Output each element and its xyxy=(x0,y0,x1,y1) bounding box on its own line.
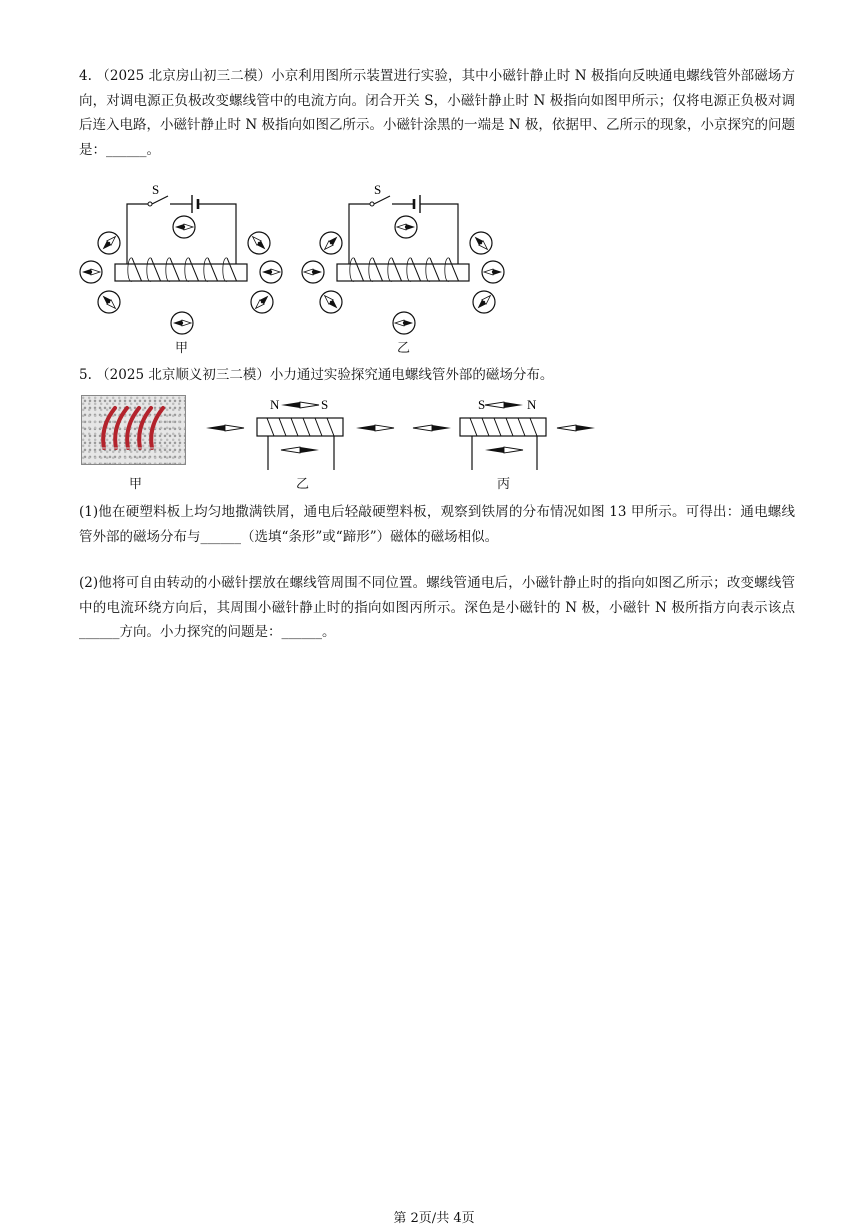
q5-compass-figure xyxy=(200,392,600,477)
caption-q5-bing: 丙 xyxy=(497,477,511,492)
question-5-part1: (1)他在硬塑料板上均匀地撒满铁屑，通电后轻敲硬塑料板，观察到铁屑的分布情况如图 13 甲所示。可得出：通电螺线管外部的磁场分布与______（选填“条形”或“蹄形”）磁体的磁场相似。 xyxy=(79,504,795,545)
q4-figure xyxy=(76,184,516,354)
iron-filings-photo xyxy=(81,395,186,465)
pole-yi-left: N xyxy=(270,397,280,412)
caption-q5-jia: 甲 xyxy=(129,477,143,492)
question-4-text: 4. （2025 北京房山初三二模）小京利用图所示装置进行实验，其中小磁针静止时 N 极指向反映通电螺线管外部磁场方向，对调电源正负极改变螺线管中的电流方向。闭合开关 S，小磁针静止时 N 极指向如图甲所示；仅将电源正负极对调后连入电路，小磁针静止时 N 极指向如图乙所示。小磁针涂黑的一端是 N 极，依据甲、乙所示的现象，小京探究的问题是：______。 xyxy=(79,68,795,158)
page-footer: 第 2页/共 4页 xyxy=(393,1211,475,1226)
solenoid-bing xyxy=(413,397,595,470)
caption-yi: 乙 xyxy=(397,341,411,356)
question-5-intro: 5. （2025 北京顺义初三二模）小力通过实验探究通电螺线管外部的磁场分布。 xyxy=(79,367,554,383)
circuit-jia xyxy=(80,184,282,334)
question-5-part2: (2)他将可自由转动的小磁针摆放在螺线管周围不同位置。螺线管通电后，小磁针静止时的指向如图乙所示；改变螺线管中的电流环绕方向后，其周围小磁针静止时的指向如图丙所示。深色是小磁针的 N 极，小磁针 N 极所指方向表示该点______方向。小力探究的问题是：______。 xyxy=(79,575,795,640)
caption-q5-yi: 乙 xyxy=(296,477,310,492)
pole-bing-right: N xyxy=(527,397,537,412)
switch-label-yi: S xyxy=(374,184,382,197)
pole-yi-right: S xyxy=(321,397,329,412)
solenoid-yi xyxy=(206,397,394,470)
pole-bing-left: S xyxy=(478,397,486,412)
circuit-yi xyxy=(302,184,504,334)
caption-jia: 甲 xyxy=(175,341,189,356)
switch-label-jia: S xyxy=(152,184,160,197)
